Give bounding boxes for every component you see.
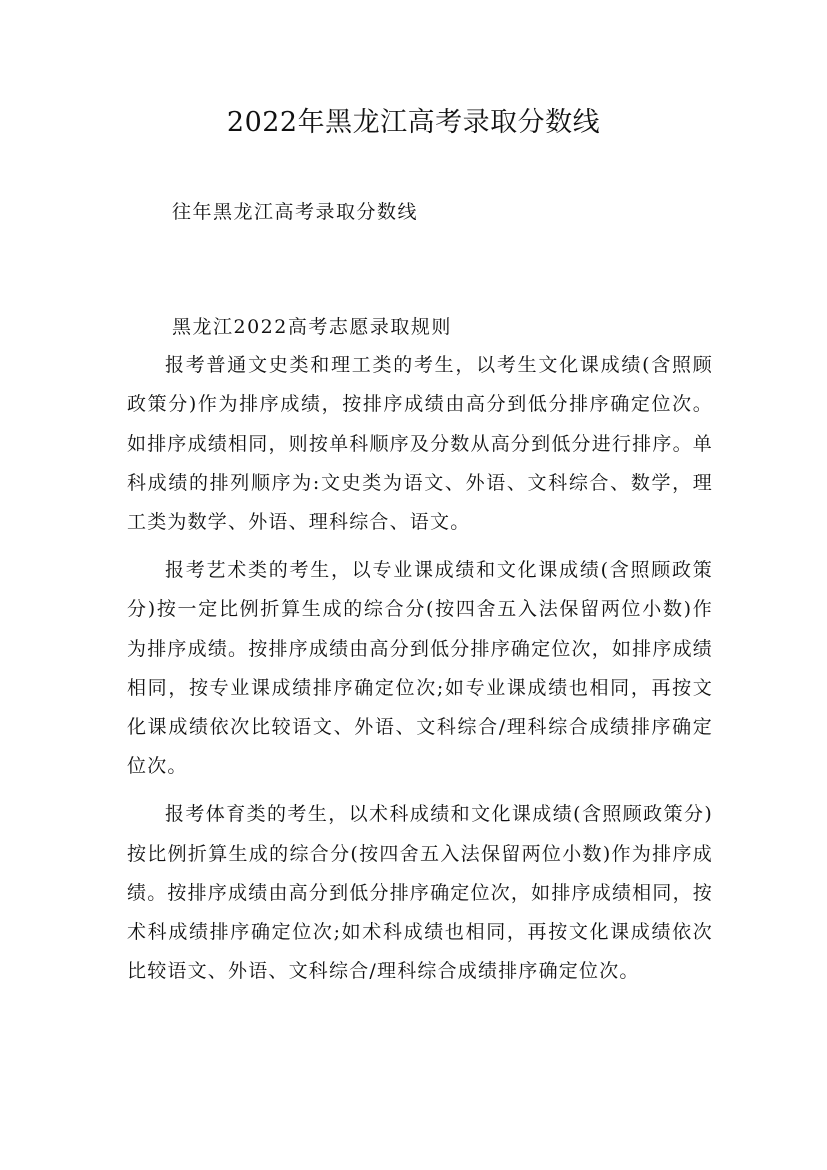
- document-subtitle: 往年黑龙江高考录取分数线: [172, 201, 419, 223]
- section-heading: 黑龙江2022高考志愿录取规则: [172, 316, 452, 338]
- document-title: 2022年黑龙江高考录取分数线: [226, 107, 601, 138]
- paragraph-sports-rules: 报考体育类的考生，以术科成绩和文化课成绩(含照顾政策分)按比例折算生成的综合分(按四舍五入法保留两位小数)作为排序成绩。按排序成绩由高分到低分排序确定位次，如排序成绩相同，按术科成绩排序确定位次;如术科成绩也相同，再按文化课成绩依次比较语文、外语、文科综合/理科综合成绩排序确定位次。: [127, 803, 713, 983]
- paragraph-general-rules: 报考普通文史类和理工类的考生，以考生文化课成绩(含照顾政策分)作为排序成绩，按排序成绩由高分到低分排序确定位次。如排序成绩相同，则按单科顺序及分数从高分到低分进行排序。单科成绩的排列顺序为:文史类为语文、外语、文科综合、数学，理工类为数学、外语、理科综合、语文。: [127, 354, 713, 534]
- paragraph-art-rules: 报考艺术类的考生，以专业课成绩和文化课成绩(含照顾政策分)按一定比例折算生成的综合分(按四舍五入法保留两位小数)作为排序成绩。按排序成绩由高分到低分排序确定位次，如排序成绩相同，按专业课成绩排序确定位次;如专业课成绩也相同，再按文化课成绩依次比较语文、外语、文科综合/理科综合成绩排序确定位次。: [127, 558, 713, 778]
- document-body: [127, 346, 713, 1000]
